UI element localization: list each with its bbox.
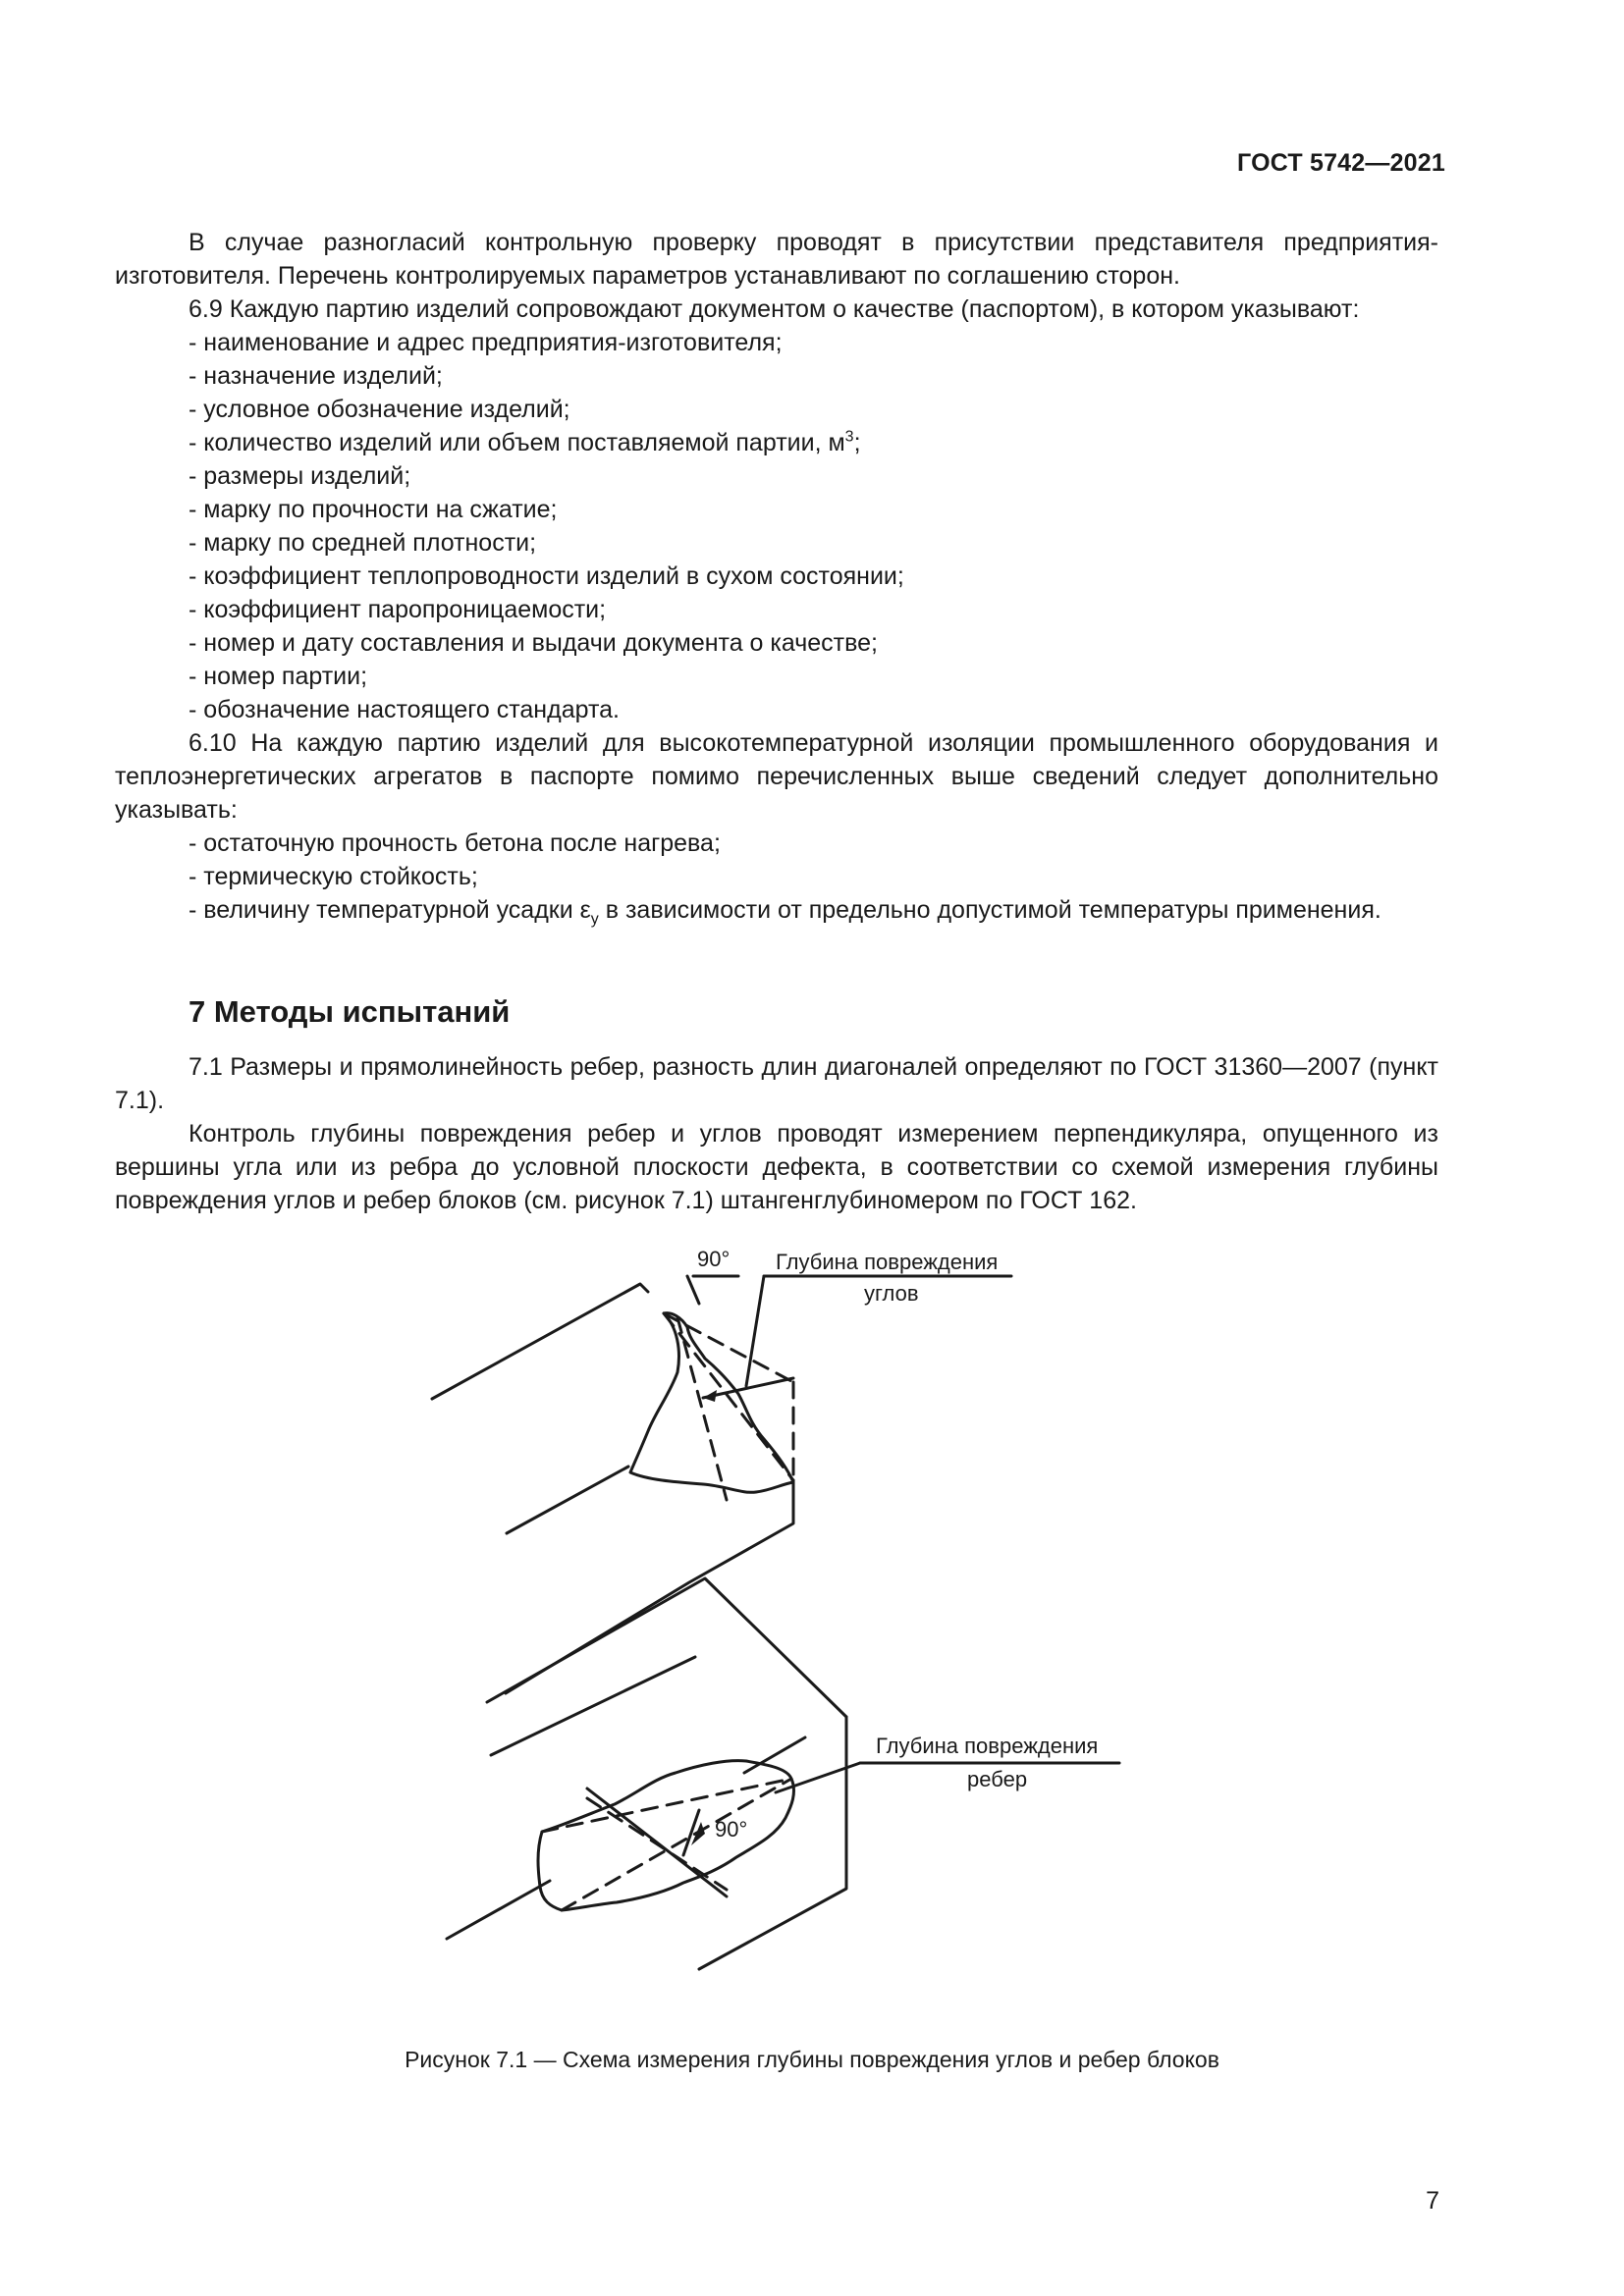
paragraph-6-9: 6.9 Каждую партию изделий сопровождают документом о качестве (паспортом), в котором указывают: (189, 295, 1360, 323)
top-dashed-lines (664, 1313, 793, 1500)
list-item: - номер партии; (189, 663, 368, 690)
top-leader (746, 1276, 764, 1386)
paragraph-6-10: 6.10 На каждую партию изделий для высокотемпературной изоляции промышленного оборудования и теплоэнергетических агрегатов в паспорте помимо перечисленных выше сведений следует дополнительно указывать: (115, 729, 1438, 824)
bottom-angle-label: 90° (715, 1817, 748, 1842)
list-item: - назначение изделий; (189, 362, 443, 390)
list-item: - обозначение настоящего стандарта. (189, 696, 620, 723)
bottom-label-line2: ребер (967, 1767, 1028, 1791)
bottom-label-line1: Глубина повреждения (876, 1734, 1099, 1758)
quantity-text: - количество изделий или объем поставляемой партии, м (189, 429, 845, 456)
list-item: - коэффициент паропроницаемости; (189, 596, 607, 623)
list-item: - номер и дату составления и выдачи документа о качестве; (189, 629, 878, 657)
quantity-end: ; (853, 429, 861, 456)
section-6-text (115, 226, 1438, 927)
paragraph-control: Контроль глубины повреждения ребер и углов проводят измерением перпендикуляра, опущенного из вершины угла или из ребра до условной плоскости дефекта, в соответствии со схемой измерения глубины повреждения углов и ребер блоков (см. рисунок 7.1) штангенглубиномером по ГОСТ 162. (115, 1120, 1438, 1214)
bottom-section-line (587, 1789, 727, 1896)
shrinkage-text-a: - величину температурной усадки ε (189, 896, 591, 924)
shrinkage-sub: у (590, 911, 599, 928)
list-item: - наименование и адрес предприятия-изготовителя; (189, 329, 783, 356)
shrinkage-text-b: в зависимости от предельно допустимой температуры применения. (598, 896, 1381, 924)
list-item-shrinkage (115, 893, 1438, 927)
section-7-heading: 7 Методы испытаний (189, 994, 511, 1029)
bottom-damage-outline (538, 1761, 793, 1910)
top-arrowhead (703, 1390, 717, 1402)
top-label-line1: Глубина повреждения (776, 1250, 999, 1274)
document-code: ГОСТ 5742—2021 (1237, 149, 1445, 177)
list-item: - размеры изделий; (189, 462, 411, 490)
list-item: - марку по средней плотности; (189, 529, 537, 557)
page-number: 7 (1426, 2187, 1439, 2215)
figure-7-1-diagram (0, 1247, 1624, 2032)
top-angle-leader (687, 1276, 699, 1304)
list-item: - коэффициент теплопроводности изделий в сухом состоянии; (189, 562, 904, 590)
top-angle-label: 90° (697, 1247, 731, 1271)
figure-caption: Рисунок 7.1 — Схема измерения глубины повреждения углов и ребер блоков (405, 2047, 1219, 2072)
top-label-line2: углов (864, 1281, 919, 1306)
paragraph-disagreement: В случае разногласий контрольную проверку проводят в присутствии представителя предприятия-изготовителя. Перечень контролируемых параметров устанавливают по соглашению сторон. (115, 229, 1438, 290)
list-item-quantity (115, 426, 1438, 459)
list-item: - остаточную прочность бетона после нагрева; (189, 829, 721, 857)
list-item: - термическую стойкость; (189, 863, 478, 890)
list-item: - условное обозначение изделий; (189, 396, 570, 423)
section-7-text (115, 1050, 1438, 1217)
paragraph-7-1: 7.1 Размеры и прямолинейность ребер, разность длин диагоналей определяют по ГОСТ 31360—2007 (пункт 7.1). (115, 1053, 1438, 1114)
quantity-unit-sup: 3 (844, 428, 854, 446)
list-item: - марку по прочности на сжатие; (189, 496, 558, 523)
